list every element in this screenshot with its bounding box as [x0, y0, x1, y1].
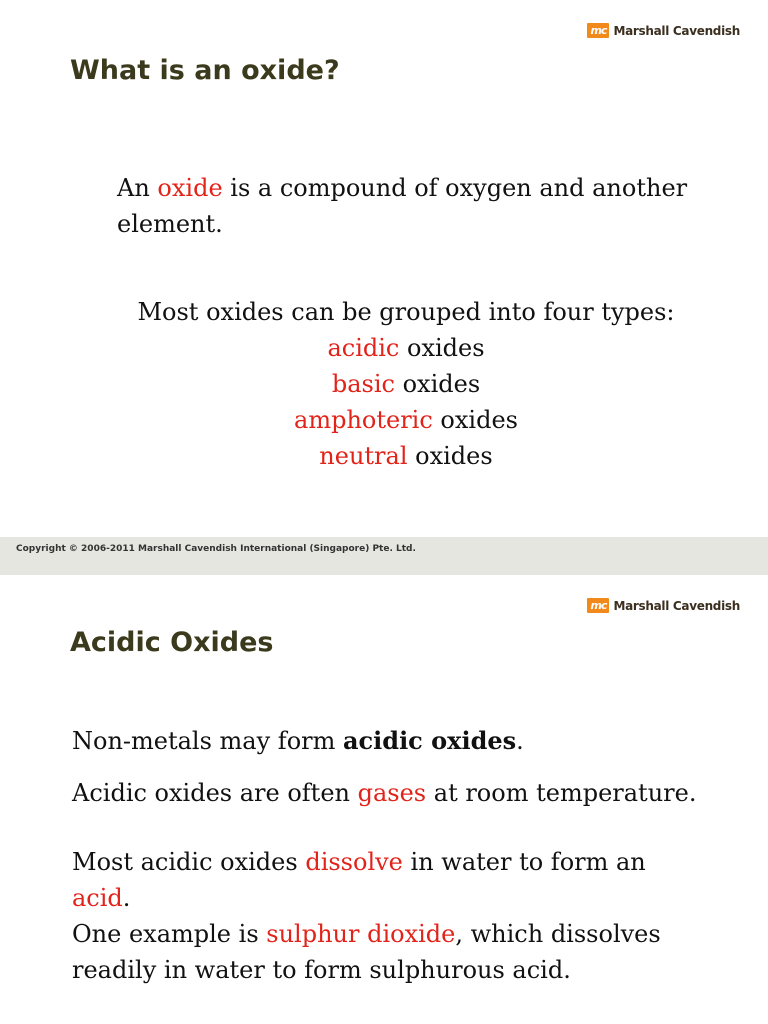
mc-logo-icon: mc [587, 598, 609, 613]
definition-text: An [117, 174, 158, 202]
list-item [0, 402, 768, 438]
highlight-term: oxide [157, 174, 223, 202]
publisher-logo [587, 23, 740, 38]
paragraph-text: Most acidic oxides [72, 848, 306, 876]
highlight-term: neutral [319, 442, 408, 470]
publisher-logo [587, 598, 740, 613]
highlight-term: amphoteric [294, 406, 433, 434]
paragraph-text: . [122, 884, 131, 912]
list-item-suffix: oxides [399, 334, 485, 362]
paragraph-dissolve [72, 844, 732, 988]
slide-acidic-oxides [0, 575, 768, 1024]
publisher-name: Marshall Cavendish [613, 598, 740, 613]
list-item [0, 366, 768, 402]
oxide-definition [117, 170, 717, 242]
slide-title: What is an oxide? [70, 55, 340, 86]
paragraph-text: , which dissolves readily in water to form sulphurous acid. [72, 920, 661, 984]
list-item-suffix: oxides [394, 370, 481, 398]
paragraph-gases [72, 775, 732, 811]
paragraph-text: One example is [72, 920, 267, 948]
highlight-term: dissolve [305, 848, 403, 876]
paragraph-text: . [516, 727, 524, 755]
paragraph-text: Acidic oxides are often [72, 779, 358, 807]
highlight-term: gases [357, 779, 427, 807]
copyright-text: Copyright © 2006-2011 Marshall Cavendish International (Singapore) Pte. Ltd. [16, 544, 416, 554]
mc-logo-icon: mc [587, 23, 609, 38]
paragraph-nonmetals [72, 723, 732, 759]
copyright-footer [0, 537, 768, 575]
types-heading: Most oxides can be grouped into four types: [137, 298, 675, 326]
highlight-term: basic [331, 370, 395, 398]
list-item [0, 438, 768, 474]
list-item-suffix: oxides [432, 406, 518, 434]
definition-text: is a compound of oxygen and another element. [117, 174, 688, 238]
paragraph-text: in water to form an [402, 848, 646, 876]
highlight-term: acidic [327, 334, 400, 362]
slide-title: Acidic Oxides [70, 627, 274, 658]
publisher-name: Marshall Cavendish [613, 23, 740, 38]
paragraph-text: Non-metals may form [72, 727, 343, 755]
highlight-term: acid [72, 884, 123, 912]
list-item [0, 330, 768, 366]
list-item-suffix: oxides [407, 442, 493, 470]
highlight-term: sulphur dioxide [266, 920, 456, 948]
bold-term: acidic oxides [343, 726, 517, 755]
oxide-types-list [0, 294, 768, 474]
paragraph-text: at room temperature. [426, 779, 697, 807]
